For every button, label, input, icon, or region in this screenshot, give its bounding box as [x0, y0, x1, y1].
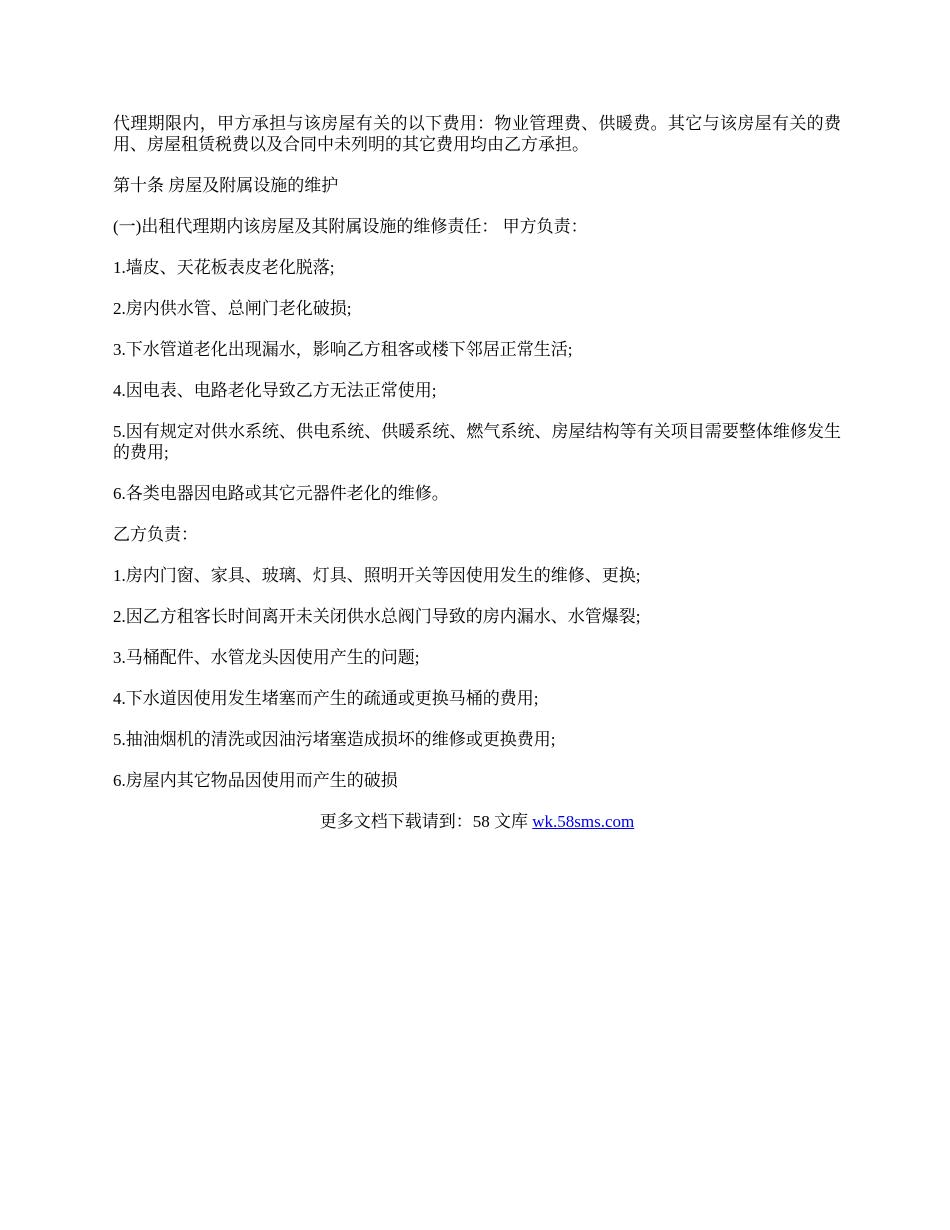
party-b-heading: 乙方负责：: [113, 525, 198, 544]
list-item-party-b-4: 4.下水道因使用发生堵塞而产生的疏通或更换马桶的费用;: [113, 689, 539, 708]
list-item-party-a-4: 4.因电表、电路老化导致乙方无法正常使用;: [113, 381, 437, 400]
footer-text: 更多文档下载请到：58 文库: [319, 812, 533, 831]
download-footer: [113, 811, 841, 832]
list-item-party-b-3: 3.马桶配件、水管龙头因使用产生的问题;: [113, 648, 420, 667]
list-item-party-a-5: 5.因有规定对供水系统、供电系统、供暖系统、燃气系统、房屋结构等有关项目需要整体维修发生的费用;: [113, 422, 841, 462]
list-item-party-a-6: 6.各类电器因电路或其它元器件老化的维修。: [113, 484, 449, 503]
list-item-party-a-2: 2.房内供水管、总闸门老化破损;: [113, 299, 352, 318]
list-item-party-b-6: 6.房屋内其它物品因使用而产生的破损: [113, 771, 398, 790]
list-item-party-b-5: 5.抽油烟机的清洗或因油污堵塞造成损坏的维修或更换费用;: [113, 730, 556, 749]
document-page: [113, 113, 841, 832]
paragraph-expenses: 代理期限内，甲方承担与该房屋有关的以下费用：物业管理费、供暖费。其它与该房屋有关的费用、房屋租赁税费以及合同中未列明的其它费用均由乙方承担。: [113, 114, 841, 154]
list-item-party-b-2: 2.因乙方租客长时间离开未关闭供水总阀门导致的房内漏水、水管爆裂;: [113, 607, 641, 626]
footer-link[interactable]: wk.58sms.com: [532, 812, 635, 831]
paragraph-maintenance-duty: (一)出租代理期内该房屋及其附属设施的维修责任： 甲方负责：: [113, 217, 588, 236]
section-heading-article-10: 第十条 房屋及附属设施的维护: [113, 176, 339, 195]
list-item-party-a-1: 1.墙皮、天花板表皮老化脱落;: [113, 258, 335, 277]
list-item-party-b-1: 1.房内门窗、家具、玻璃、灯具、照明开关等因使用发生的维修、更换;: [113, 566, 641, 585]
list-item-party-a-3: 3.下水管道老化出现漏水，影响乙方租客或楼下邻居正常生活;: [113, 340, 573, 359]
